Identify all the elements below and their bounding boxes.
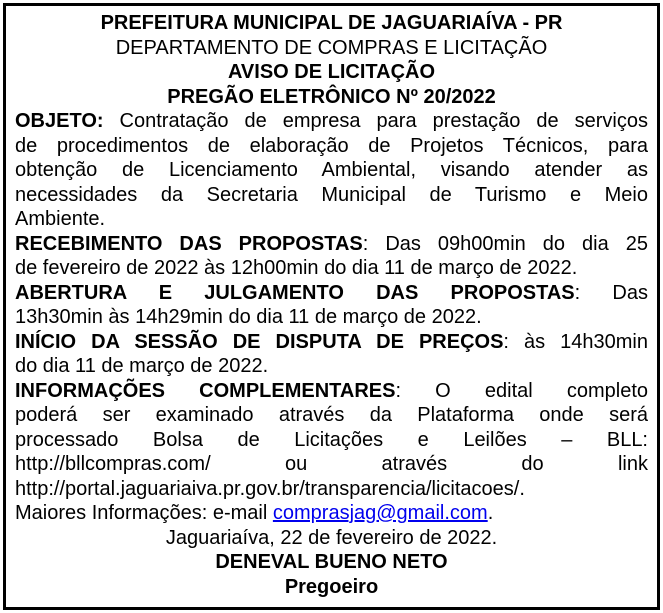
header-pregao: PREGÃO ELETRÔNICO Nº 20/2022	[167, 85, 496, 108]
objeto-line-2: de procedimentos de elaboração de Projetos Técnicos, para	[15, 134, 648, 157]
recebimento-label: RECEBIMENTO DAS PROPOSTAS	[15, 232, 363, 255]
informacoes-line-1	[15, 379, 648, 404]
contact-prefix: Maiores Informações: e-mail	[15, 502, 273, 524]
abertura-line-2: 13h30min às 14h29min do dia 11 de março de 2022.	[15, 306, 482, 328]
header-aviso: AVISO DE LICITAÇÃO	[227, 61, 436, 83]
signer-role: Pregoeiro	[284, 575, 379, 598]
footer-date: Jaguariaíva, 22 de fevereiro de 2022.	[165, 526, 498, 549]
objeto-label: OBJETO:	[15, 110, 104, 132]
objeto-line-4: necessidades da Secretaria Municipal de Turismo e Meio	[15, 183, 648, 206]
abertura-text: : Das	[574, 281, 648, 304]
abertura-label: ABERTURA E JULGAMENTO DAS PROPOSTAS	[15, 281, 575, 304]
informacoes-label: INFORMAÇÕES COMPLEMENTARES	[15, 379, 396, 402]
inicio-text: : às 14h30min	[503, 330, 648, 353]
header-org: PREFEITURA MUNICIPAL DE JAGUARIAÍVA - PR	[100, 12, 563, 34]
inicio-line-2: do dia 11 de março de 2022.	[15, 355, 269, 377]
objeto-line-3: obtenção de Licenciamento Ambiental, visando atender as	[15, 159, 648, 181]
abertura-line-1	[15, 281, 648, 306]
recebimento-line-1	[15, 232, 648, 257]
informacoes-text: : O edital completo	[395, 379, 648, 402]
informacoes-line-2: poderá ser examinado através da Plataforma onde será	[15, 404, 648, 426]
informacoes-line-5: http://portal.jaguariaiva.pr.gov.br/transparencia/licitacoes/.	[15, 477, 525, 500]
inicio-label: INÍCIO DA SESSÃO DE DISPUTA DE PREÇOS	[15, 330, 504, 353]
licitacao-notice-document	[3, 3, 660, 610]
informacoes-line-3: processado Bolsa de Licitações e Leilões – BLL:	[15, 428, 648, 451]
objeto-line-5: Ambiente.	[15, 208, 106, 230]
signer-name: DENEVAL BUENO NETO	[215, 551, 448, 573]
contact-suffix: .	[487, 502, 494, 524]
inicio-line-1	[15, 330, 648, 355]
email-link[interactable]: comprasjag@gmail.com	[272, 502, 488, 524]
contact-line	[15, 501, 648, 526]
recebimento-line-2: de fevereiro de 2022 às 12h00min do dia 11 de março de 2022.	[15, 257, 578, 279]
objeto-line-1	[15, 109, 648, 134]
objeto-text: Contratação de empresa para prestação de serviços	[103, 110, 648, 132]
recebimento-text: : Das 09h00min do dia 25	[362, 232, 648, 255]
header-dept: DEPARTAMENTO DE COMPRAS E LICITAÇÃO	[115, 36, 548, 59]
informacoes-line-4: http://bllcompras.com/ ou através do link	[15, 453, 648, 475]
